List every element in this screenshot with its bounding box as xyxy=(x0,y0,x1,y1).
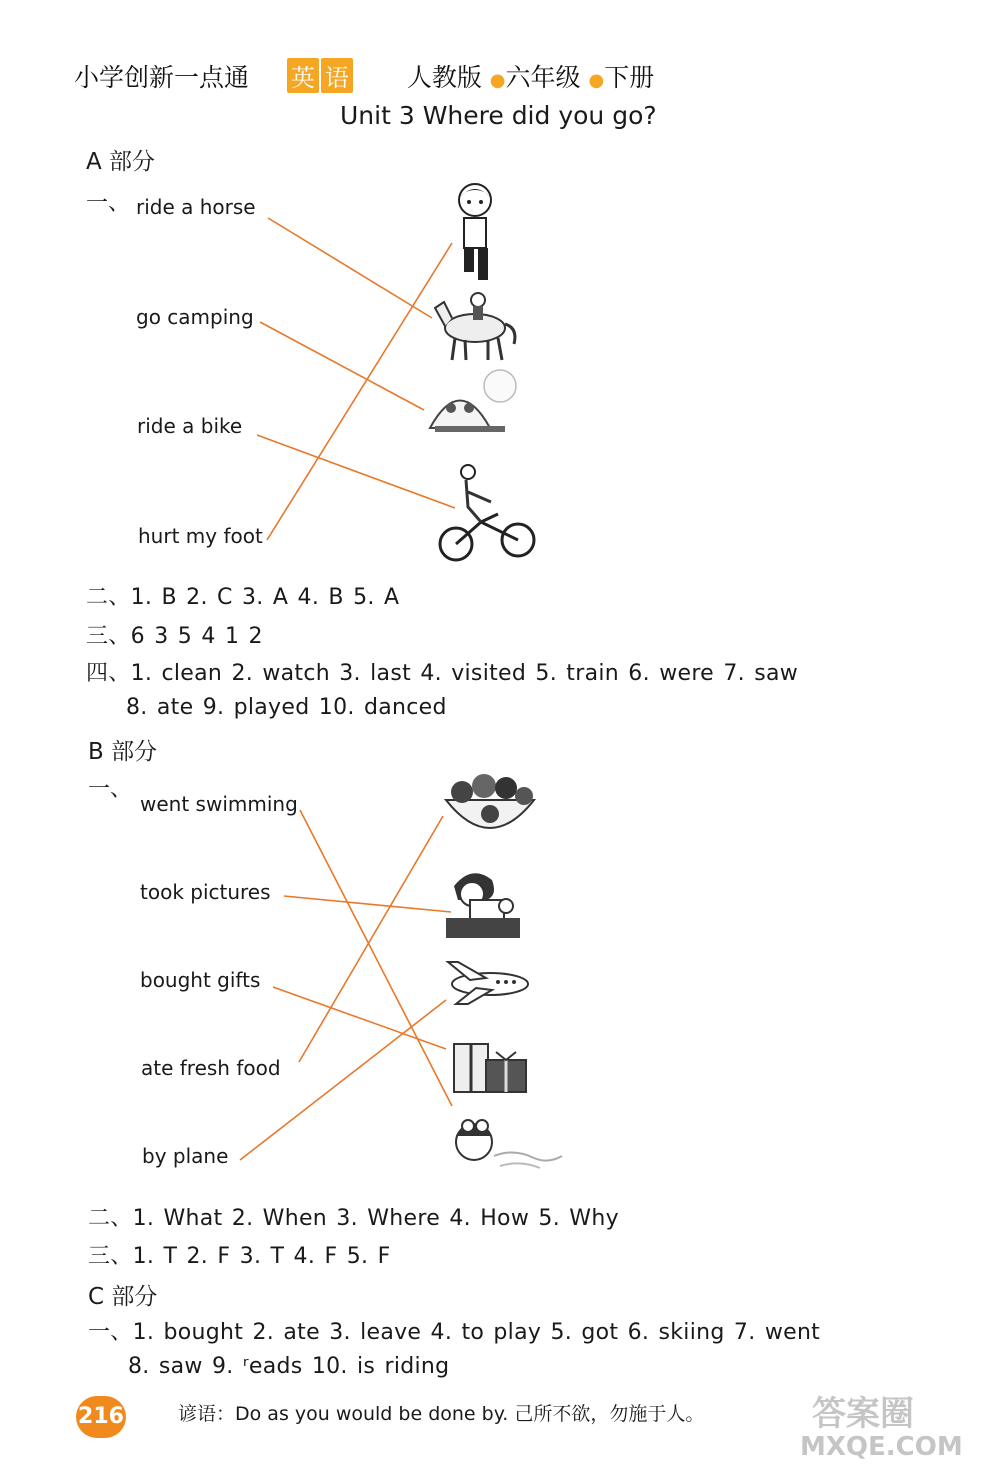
match-word-go-camping: go camping xyxy=(136,305,254,329)
match-word-went-swimming: went swimming xyxy=(140,792,298,816)
subject-char-1: 英 xyxy=(287,58,319,93)
series-title: 小学创新一点通 xyxy=(74,63,250,92)
part-c-q1-answers-line1: 一、1. bought 2. ate 3. leave 4. to play 5. got 6. skiing 7. went xyxy=(88,1320,821,1345)
match-line-by-plane xyxy=(240,1000,446,1160)
match-line-bought-gifts xyxy=(273,987,446,1049)
part-a-q4-answers-line2: 8. ate 9. played 10. danced xyxy=(126,695,447,720)
match-line-ate-fresh-food xyxy=(299,816,443,1062)
edition-label: 人教版 xyxy=(406,63,482,92)
part-a-heading: A 部分 xyxy=(86,149,156,175)
grade-label: 六年级 xyxy=(505,63,581,92)
match-word-bought-gifts: bought gifts xyxy=(140,968,261,992)
proverb-footer: 谚语：Do as you would be done by. 己所不欲，勿施于人。 xyxy=(178,1403,705,1425)
volume-label: 下册 xyxy=(604,63,655,92)
part-a-q3-answers: 三、6 3 5 4 1 2 xyxy=(86,624,263,649)
match-word-by-plane: by plane xyxy=(142,1144,229,1168)
match-word-ride-a-horse: ride a horse xyxy=(136,195,256,219)
part-c-q1-answers-line2: 8. saw 9. ʳeads 10. is riding xyxy=(128,1354,450,1379)
subject-char-2: 语 xyxy=(321,58,353,93)
part-c-heading: C 部分 xyxy=(88,1284,158,1310)
match-word-hurt-my-foot: hurt my foot xyxy=(138,524,263,548)
separator-dot: ● xyxy=(588,70,605,91)
watermark-logo: 答案圈 xyxy=(812,1394,914,1434)
unit-title: Unit 3 Where did you go? xyxy=(340,101,657,130)
watermark-url: MXQE.COM xyxy=(800,1432,963,1462)
part-b-q3-answers: 三、1. T 2. F 3. T 4. F 5. F xyxy=(88,1244,391,1269)
match-line-went-swimming xyxy=(300,810,452,1106)
separator-dot: ● xyxy=(489,70,506,91)
part-b-q2-answers: 二、1. What 2. When 3. Where 4. How 5. Why xyxy=(88,1206,619,1231)
match-word-ride-a-bike: ride a bike xyxy=(137,414,243,438)
match-word-took-pictures: took pictures xyxy=(140,880,271,904)
page-number: 216 xyxy=(76,1396,126,1438)
part-a-q4-answers-line1: 四、1. clean 2. watch 3. last 4. visited 5. train 6. were 7. saw xyxy=(86,661,799,686)
match-word-ate-fresh-food: ate fresh food xyxy=(141,1056,281,1080)
part-a-q2-answers: 二、1. B 2. C 3. A 4. B 5. A xyxy=(86,585,400,610)
match-line-took-pictures xyxy=(284,896,451,912)
part-a-q1-number: 一、 xyxy=(86,191,131,216)
part-b-heading: B 部分 xyxy=(88,739,158,765)
part-b-q1-number: 一、 xyxy=(88,777,133,802)
